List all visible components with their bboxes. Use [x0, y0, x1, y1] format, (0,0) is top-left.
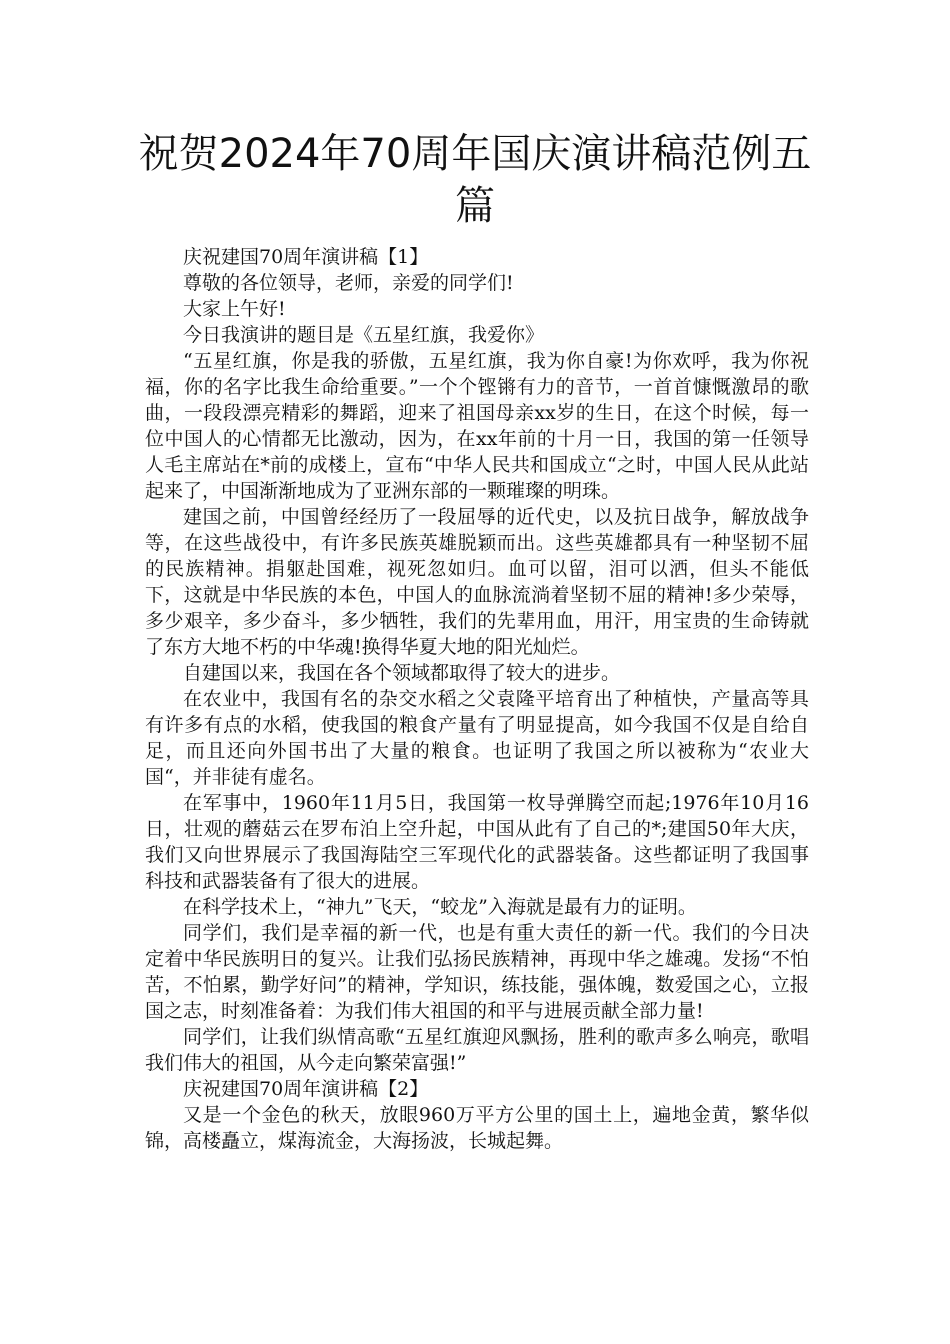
paragraph: 在科学技术上，“神九”飞天，“蛟龙”入海就是最有力的证明。: [183, 896, 697, 918]
paragraph: 又是一个金色的秋天，放眼960万平方公里的国土上，遍地金黄，繁华似锦，高楼矗立，煤海流金，大海扬波，长城起舞。: [145, 1104, 809, 1152]
paragraph: 建国之前，中国曾经经历了一段屈辱的近代史，以及抗日战争，解放战争等，在这些战役中，有许多民族英雄脱颖而出。这些英雄都具有一种坚韧不屈的民族精神。捐躯赴国难，视死忽如归。血可以留，泪可以洒，但头不能低下，这就是中华民族的本色，中国人的血脉流淌着坚韧不屈的精神!多少荣辱，多少艰辛，多少奋斗，多少牺牲，我们的先辈用血，用汗，用宝贵的生命铸就了东方大地不朽的中华魂!换得华夏大地的阳光灿烂。: [145, 506, 809, 658]
greeting: 大家上午好!: [183, 298, 286, 320]
paragraph: 在军事中，1960年11月5日，我国第一枚导弹腾空而起;1976年10月16日，壮观的蘑菇云在罗布泊上空升起，中国从此有了自己的*;建国50年大庆，我们又向世界展示了我国海陆空三军现代化的武器装备。这些都证明了我国事科技和武器装备有了很大的进展。: [145, 792, 809, 892]
paragraph: 在农业中，我国有名的杂交水稻之父袁隆平培育出了种植快，产量高等具有许多有点的水稻，使我国的粮食产量有了明显提高，如今我国不仅是自给自足，而且还向外国书出了大量的粮食。也证明了我国之所以被称为“农业大国“，并非徒有虚名。: [145, 688, 809, 788]
section-heading-2: 庆祝建国70周年演讲稿【2】: [183, 1078, 429, 1100]
salutation: 尊敬的各位领导，老师，亲爱的同学们!: [183, 272, 514, 294]
paragraph: “五星红旗，你是我的骄傲，五星红旗，我为你自豪!为你欢呼，我为你祝福，你的名字比我生命给重要。”一个个铿锵有力的音节，一首首慷慨激昂的歌曲，一段段漂亮精彩的舞蹈，迎来了祖国母亲xx岁的生日，在这个时候，每一位中国人的心情都无比激动，因为，在xx年前的十月一日，我国的第一任领导人毛主席站在*前的成楼上，宣布“中华人民共和国成立“之时，中国人民从此站起来了，中国渐渐地成为了亚洲东部的一颗璀璨的明珠。: [145, 350, 809, 502]
paragraph: 自建国以来，我国在各个领域都取得了较大的进步。: [183, 662, 621, 684]
document-title: 祝贺2024年70周年国庆演讲稿范例五篇: [138, 131, 812, 229]
paragraph: 同学们，我们是幸福的新一代，也是有重大责任的新一代。我们的今日决定着中华民族明日的复兴。让我们弘扬民族精神，再现中华之雄魂。发扬“不怕苦，不怕累，勤学好问”的精神，学知识，练技能，强体魄，数爱国之心，立报国之志，时刻准备着：为我们伟大祖国的和平与进展贡献全部力量!: [145, 922, 809, 1022]
speech-topic: 今日我演讲的题目是《五星红旗，我爱你》: [183, 324, 545, 346]
section-heading-1: 庆祝建国70周年演讲稿【1】: [183, 246, 429, 268]
document-body: [145, 244, 809, 1154]
paragraph: 同学们，让我们纵情高歌“五星红旗迎风飘扬，胜利的歌声多么响亮，歌唱我们伟大的祖国，从今走向繁荣富强!”: [145, 1026, 809, 1074]
